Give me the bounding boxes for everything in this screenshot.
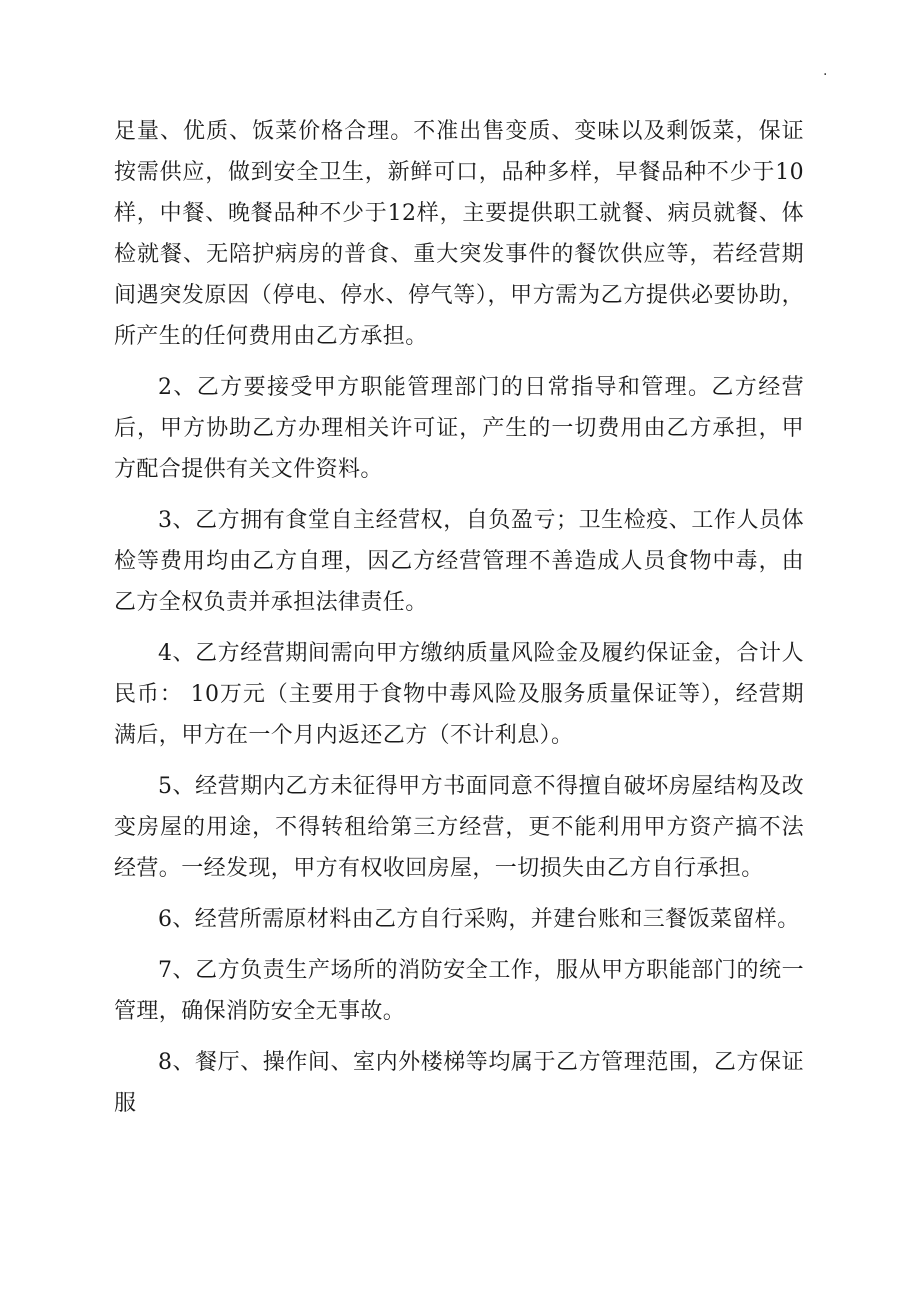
clause-6: 6、经营所需原材料由乙方自行采购，并建台账和三餐饭菜留样。 [158,907,800,932]
corner-mark: . [823,63,828,79]
clause-8: 8、餐厅、操作间、室内外楼梯等均属于乙方管理范围，乙方保证服 [114,1050,804,1116]
clause-2: 2、乙方要接受甲方职能管理部门的日常指导和管理。乙方经营后，甲方协助乙方办理相关许可证，产生的一切费用由乙方承担，甲方配合提供有关文件资料。 [114,375,804,482]
paragraph-continuation: 足量、优质、饭菜价格合理。不准出售变质、变味以及剩饭菜，保证按需供应，做到安全卫生，新鲜可口，品种多样，早餐品种不少于10样，中餐、晚餐品种不少于12样，主要提供职工就餐、病员就餐、体检就餐、无陪护病房的普食、重大突发事件的餐饮供应等，若经营期间遇突发原因（停电、停水、停气等），甲方需为乙方提供必要协助，所产生的任何费用由乙方承担。 [114,119,804,349]
document-body [114,111,804,1124]
clause-3: 3、乙方拥有食堂自主经营权，自负盈亏；卫生检疫、工作人员体检等费用均由乙方自理，因乙方经营管理不善造成人员食物中毒，由乙方全权负责并承担法律责任。 [114,508,804,615]
clause-4: 4、乙方经营期间需向甲方缴纳质量风险金及履约保证金，合计人民币： 10万元（主要用于食物中毒风险及服务质量保证等），经营期满后，甲方在一个月内返还乙方（不计利息）。 [114,641,804,748]
clause-7: 7、乙方负责生产场所的消防安全工作，服从甲方职能部门的统一管理，确保消防安全无事故。 [114,958,804,1024]
clause-5: 5、经营期内乙方未征得甲方书面同意不得擅自破坏房屋结构及改变房屋的用途，不得转租给第三方经营，更不能利用甲方资产搞不法经营。一经发现，甲方有权收回房屋，一切损失由乙方自行承担。 [114,774,804,881]
